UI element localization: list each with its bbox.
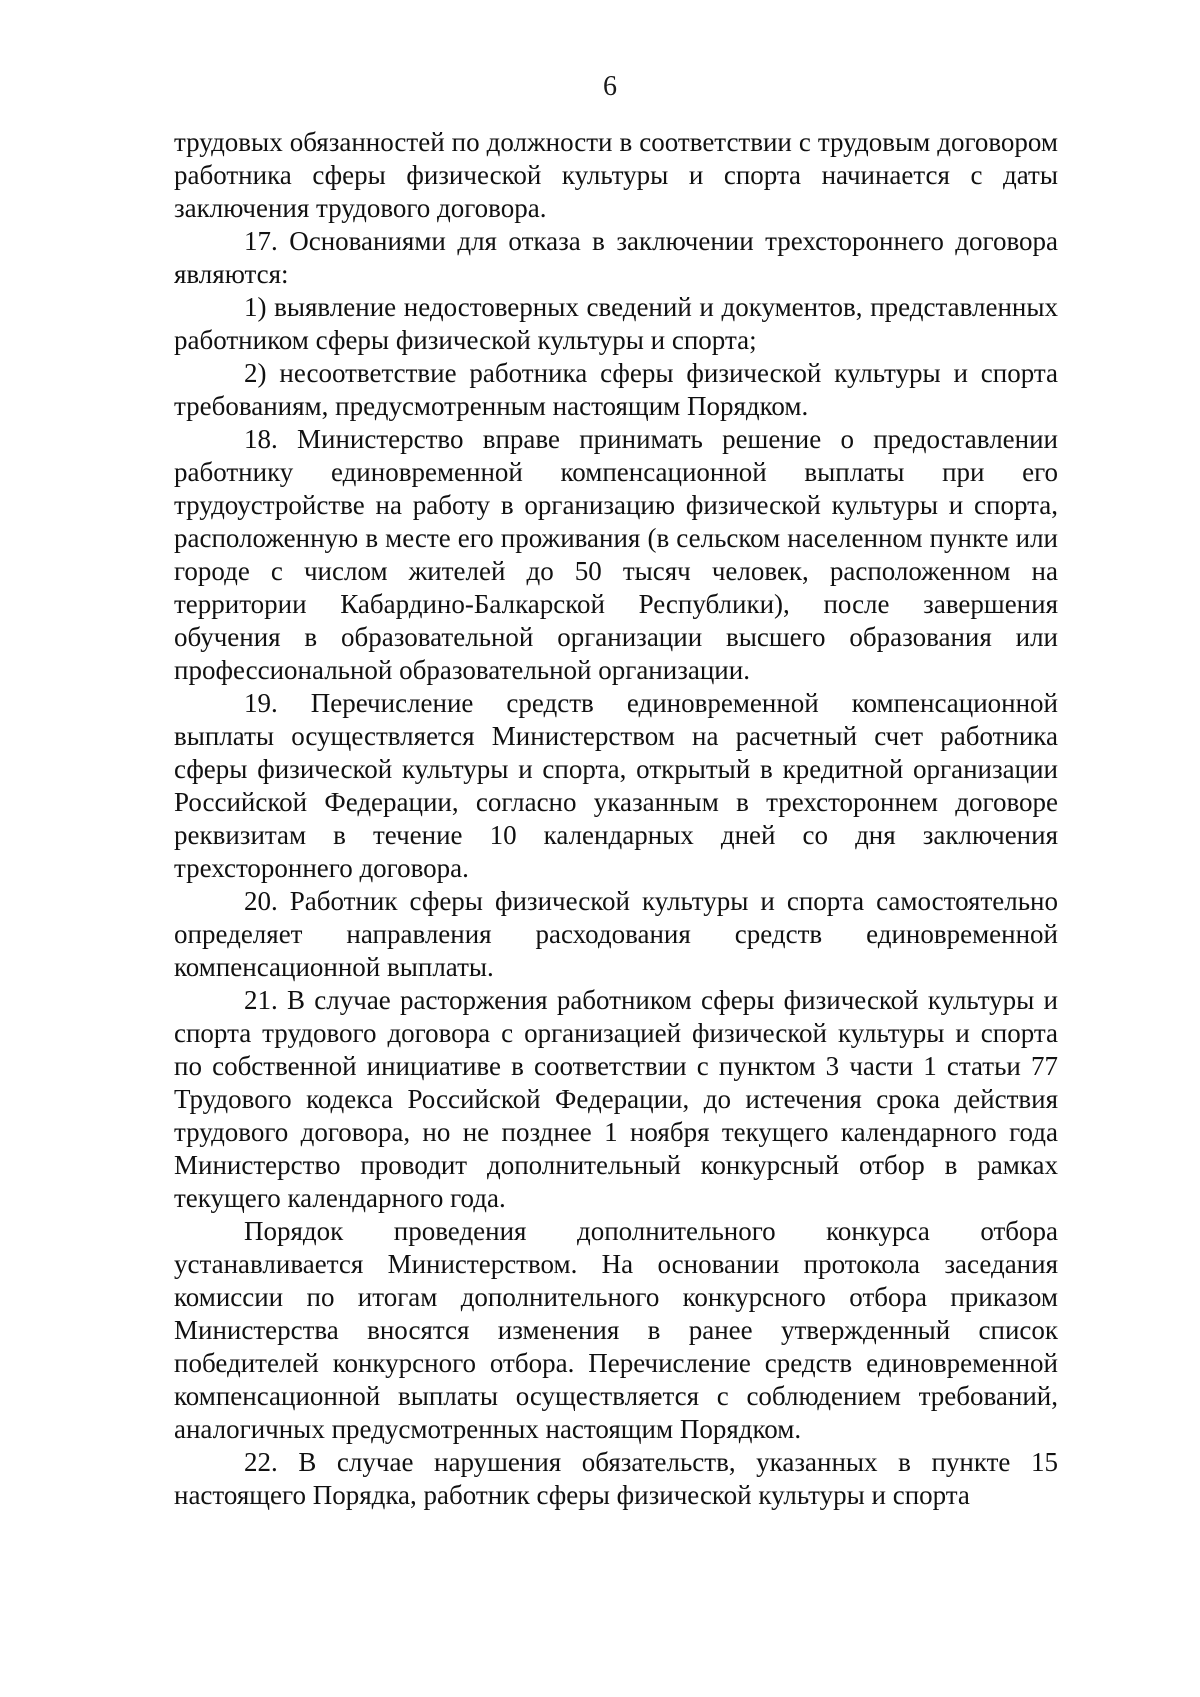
paragraph-21: 21. В случае расторжения работником сферы физической культуры и спорта трудового договора с организацией физической культуры и спорта по собственной инициативе в соответствии с пунктом 3 части 1 статьи 77 Трудового кодекса Российской Федерации, до истечения срока действия трудового договора, но не позднее 1 ноября текущего календарного года Министерство проводит дополнительный конкурсный отбор в рамках текущего календарного года.: [174, 985, 1058, 1213]
paragraph-17-item-1: 1) выявление недостоверных сведений и документов, представленных работником сферы физической культуры и спорта;: [174, 292, 1058, 355]
paragraph-17: 17. Основаниями для отказа в заключении трехстороннего договора являются:: [174, 226, 1058, 289]
paragraph-18: 18. Министерство вправе принимать решение о предоставлении работнику единовременной компенсационной выплаты при его трудоустройстве на работу в организацию физической культуры и спорта, расположенную в месте его проживания (в сельском населенном пункте или городе с числом жителей до 50 тысяч человек, расположенном на территории Кабардино-Балкарской Республики), после завершения обучения в образовательной организации высшего образования или профессиональной образовательной организации.: [174, 424, 1058, 685]
paragraph-continuation: трудовых обязанностей по должности в соответствии с трудовым договором работника сферы физической культуры и спорта начинается с даты заключения трудового договора.: [174, 127, 1058, 223]
paragraph-19: 19. Перечисление средств единовременной компенсационной выплаты осуществляется Министерством на расчетный счет работника сферы физической культуры и спорта, открытый в кредитной организации Российской Федерации, согласно указанным в трехстороннем договоре реквизитам в течение 10 календарных дней со дня заключения трехстороннего договора.: [174, 688, 1058, 883]
paragraph-21-procedure: Порядок проведения дополнительного конкурса отбора устанавливается Министерством. На основании протокола заседания комиссии по итогам дополнительного конкурсного отбора приказом Министерства вносятся изменения в ранее утвержденный список победителей конкурсного отбора. Перечисление средств единовременной компенсационной выплаты осуществляется с соблюдением требований, аналогичных предусмотренных настоящим Порядком.: [174, 1216, 1058, 1444]
paragraph-22: 22. В случае нарушения обязательств, указанных в пункте 15 настоящего Порядка, работник сферы физической культуры и спорта: [174, 1447, 1058, 1510]
paragraph-17-item-2: 2) несоответствие работника сферы физической культуры и спорта требованиям, предусмотренным настоящим Порядком.: [174, 358, 1058, 421]
document-body: [174, 126, 1058, 1512]
page-number: 6: [603, 71, 617, 102]
paragraph-20: 20. Работник сферы физической культуры и спорта самостоятельно определяет направления расходования средств единовременной компенсационной выплаты.: [174, 886, 1058, 982]
